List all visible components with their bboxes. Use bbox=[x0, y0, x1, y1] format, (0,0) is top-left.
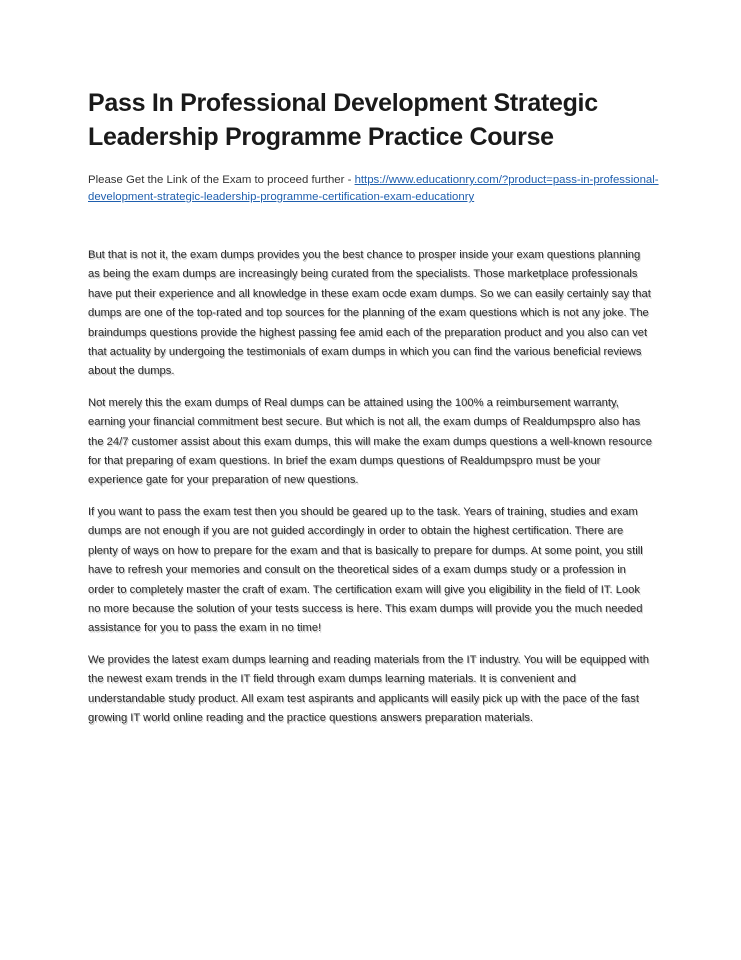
lead-text: Please Get the Link of the Exam to proceed further - bbox=[88, 174, 355, 186]
exam-link[interactable]: https://www.educationry.com/?product=pass-in-professional-development-strategic-leadership-programme-certification-exam-educationry bbox=[88, 174, 659, 203]
paragraph-3: If you want to pass the exam test then you should be geared up to the task. Years of training, studies and exam dumps are not enough if you are not guided accordingly in order to obtain the highest certification. There are plenty of ways on how to prepare for the exam and that is basically to prepare for dumps. At some point, you still have to refresh your memories and consult on the theoretical sides of a exam dumps study or a profession in order to completely master the craft of exam. The certification exam will give you eligibility in the field of IT. Look no more because the solution of your tests success is here. This exam dumps will provide you the much needed assistance for you to pass the exam in no time! bbox=[88, 505, 643, 635]
exam-link-line bbox=[88, 172, 678, 206]
document-body bbox=[88, 246, 653, 740]
paragraph-4: We provides the latest exam dumps learning and reading materials from the IT industry. You will be equipped with the newest exam trends in the IT field through exam dumps learning materials. It is convenient and understandable study product. All exam test aspirants and applicants will easily pick up with the pace of the fast growing IT world online reading and the practice questions answers preparation materials. bbox=[88, 653, 649, 724]
paragraph-2: Not merely this the exam dumps of Real dumps can be attained using the 100% a reimbursement warranty, earning your financial commitment best secure. But which is not all, the exam dumps of Realdumpspro also has the 24/7 customer assist about this exam dumps, this will make the exam dumps questions a well-known resource for that preparing of exam questions. In brief the exam dumps questions of Realdumpspro must be your experience gate for your preparation of new questions. bbox=[88, 396, 652, 487]
page-title: Pass In Professional Development Strategic Leadership Programme Practice Course bbox=[88, 89, 598, 151]
paragraph-1: But that is not it, the exam dumps provides you the best chance to prosper inside your exam questions planning as being the exam dumps are increasingly being curated from the specialists. Those marketplace professionals have put their experience and all knowledge in these exam ocde exam dumps. So we can easily certainly say that dumps are one of the top-rated and top sources for the planning of the exam questions which is not any joke. The braindumps questions provide the highest passing fee amid each of the preparation product and you also can vet that actuality by undergoing the testimonials of exam dumps in which you can find the various beneficial reviews about the dumps. bbox=[88, 249, 651, 378]
